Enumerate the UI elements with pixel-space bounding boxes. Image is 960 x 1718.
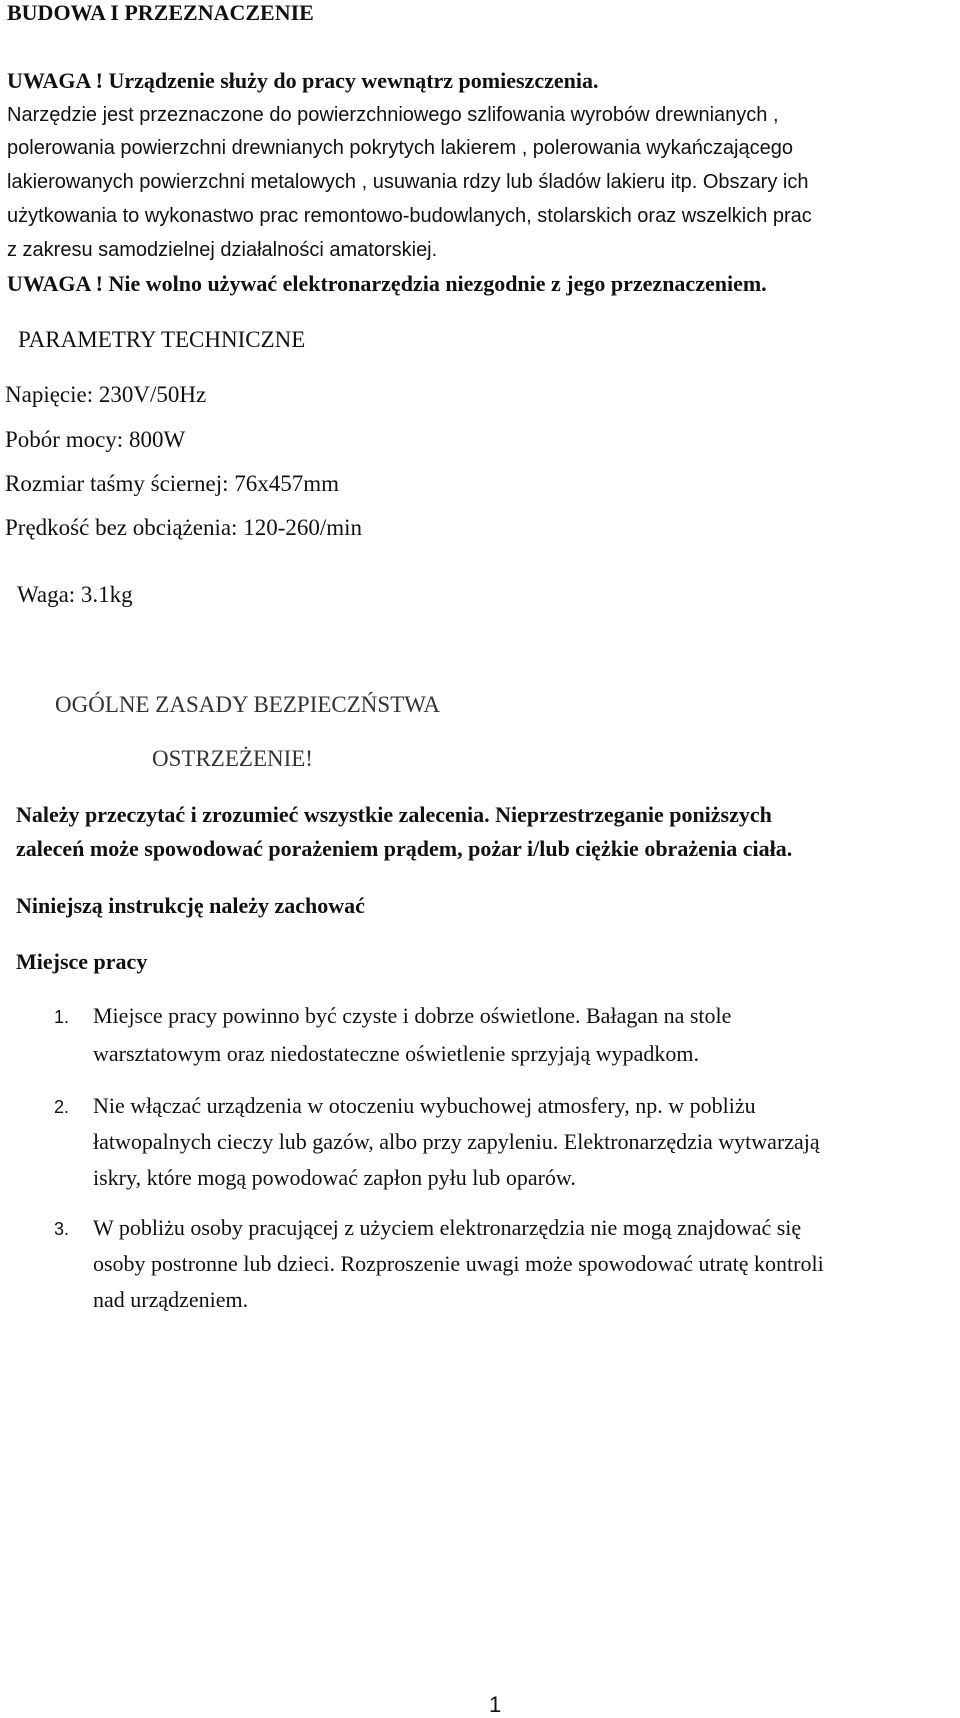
list-item-line: nad urządzeniem.	[93, 1287, 249, 1312]
param-voltage: Napięcie: 230V/50Hz	[5, 382, 207, 407]
list-item-number: 3.	[54, 1219, 70, 1239]
param-power: Pobór mocy: 800W	[5, 427, 186, 452]
params-title: PARAMETRY TECHNICZNE	[18, 327, 306, 352]
list-item-line: osoby postronne lub dzieci. Rozproszenie uwagi może spowodować utratę kontroli	[93, 1251, 824, 1276]
list-item-line: łatwopalnych cieczy lub gazów, albo przy zapyleniu. Elektronarzędzia wytwarzają	[93, 1129, 820, 1154]
page-number: 1	[489, 1692, 502, 1717]
list-item-number: 1.	[54, 1007, 70, 1027]
warning-indoor: UWAGA ! Urządzenie służy do pracy wewnątrz pomieszczenia.	[7, 68, 599, 93]
workplace-heading: Miejsce pracy	[16, 949, 148, 974]
list-item-line: W pobliżu osoby pracującej z użyciem elektronarzędzia nie mogą znajdować się	[93, 1215, 802, 1240]
description-line: lakierowanych powierzchni metalowych , usuwania rdzy lub śladów lakieru itp. Obszary ich	[7, 171, 809, 193]
list-item-line: Miejsce pracy powinno być czyste i dobrze oświetlone. Bałagan na stole	[93, 1003, 732, 1028]
keep-instructions: Niniejszą instrukcję należy zachować	[16, 893, 365, 918]
list-item-line: warsztatowym oraz niedostateczne oświetlenie sprzyjają wypadkom.	[93, 1041, 699, 1066]
list-item-number: 2.	[54, 1097, 70, 1117]
warning-misuse: UWAGA ! Nie wolno używać elektronarzędzia niezgodnie z jego przeznaczeniem.	[7, 271, 767, 296]
description-line: użytkowania to wykonastwo prac remontowo-budowlanych, stolarskich oraz wszelkich prac	[7, 205, 812, 227]
list-item-line: Nie włączać urządzenia w otoczeniu wybuchowej atmosfery, np. w pobliżu	[93, 1093, 756, 1118]
safety-intro-line: zaleceń może spowodować porażeniem prądem, pożar i/lub ciężkie obrażenia ciała.	[16, 836, 793, 861]
description-line: Narzędzie jest przeznaczone do powierzchniowego szlifowania wyrobów drewnianych ,	[7, 104, 779, 126]
section-title-budowa: BUDOWA I PRZEZNACZENIE	[7, 0, 314, 25]
list-item-line: iskry, które mogą powodować zapłon pyłu lub oparów.	[93, 1165, 576, 1190]
description-line: polerowania powierzchni drewnianych pokrytych lakierem , polerowania wykańczającego	[7, 137, 793, 159]
param-weight: Waga: 3.1kg	[17, 582, 133, 607]
safety-warning: OSTRZEŻENIE!	[152, 746, 313, 771]
safety-intro-line: Należy przeczytać i zrozumieć wszystkie zalecenia. Nieprzestrzeganie poniższych	[16, 802, 772, 827]
param-belt-size: Rozmiar taśmy ściernej: 76x457mm	[5, 471, 340, 496]
param-speed: Prędkość bez obciążenia: 120-260/min	[5, 515, 363, 540]
description-line: z zakresu samodzielnej działalności amatorskiej.	[7, 239, 438, 261]
safety-title: OGÓLNE ZASADY BEZPIECZŃSTWA	[55, 692, 441, 717]
